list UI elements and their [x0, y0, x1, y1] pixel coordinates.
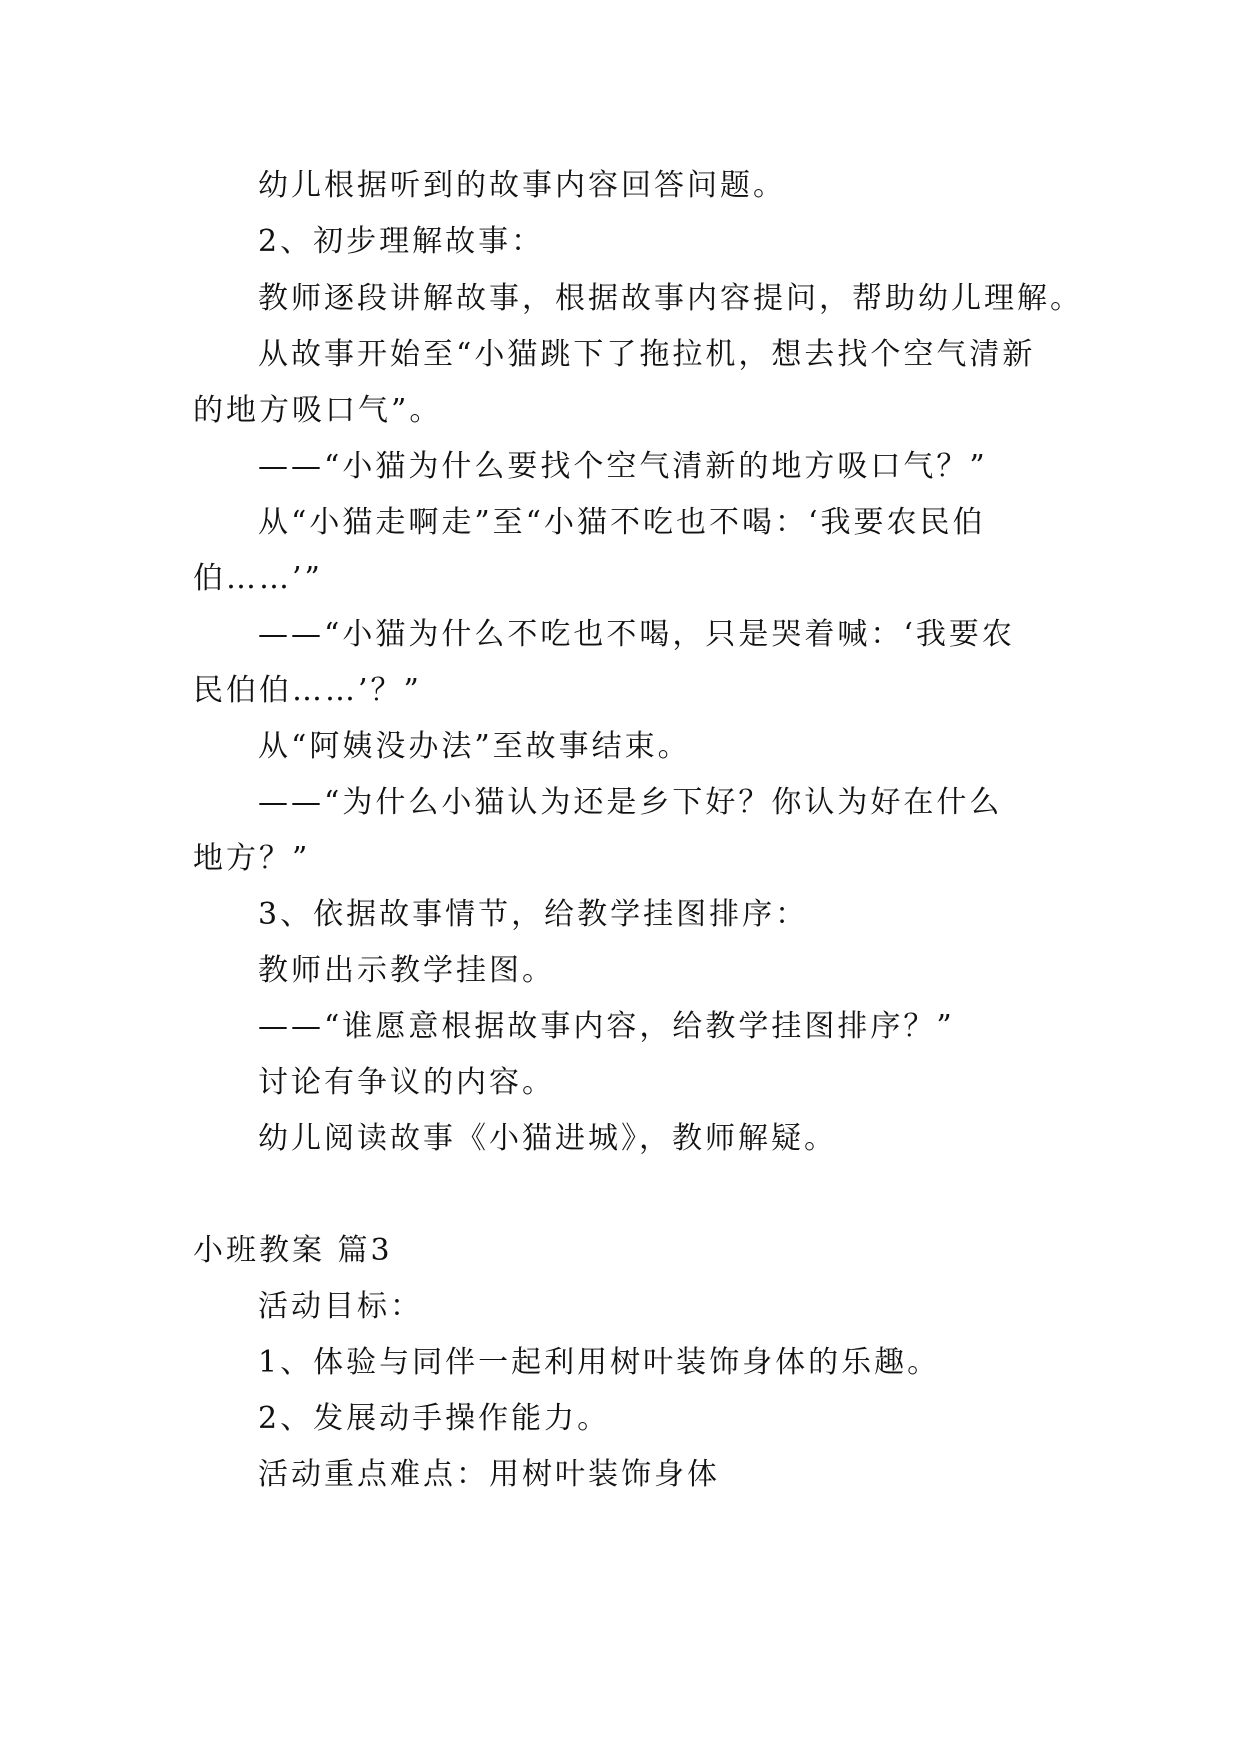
paragraph: 教师出示教学挂图。 — [258, 953, 555, 988]
section-heading: 小班教案 篇3 — [193, 1233, 393, 1268]
paragraph: 3、依据故事情节，给教学挂图排序： — [258, 897, 809, 932]
paragraph-line: 地方？” — [193, 841, 311, 876]
paragraph: 1、体验与同伴一起利用树叶装饰身体的乐趣。 — [258, 1345, 941, 1380]
paragraph: 活动重点难点：用树叶装饰身体 — [258, 1457, 720, 1492]
paragraph: 2、初步理解故事： — [258, 224, 545, 259]
paragraph-line: 民伯伯……’？” — [193, 673, 422, 708]
paragraph: 教师逐段讲解故事，根据故事内容提问，帮助幼儿理解。 — [258, 281, 1083, 316]
paragraph: 幼儿根据听到的故事内容回答问题。 — [258, 168, 786, 203]
paragraph-line: 伯……’” — [193, 561, 323, 596]
paragraph-line: 从“小猫走啊走”至“小猫不吃也不喝：‘我要农民伯 — [258, 505, 986, 540]
paragraph: 讨论有争议的内容。 — [258, 1065, 555, 1100]
paragraph: ——“谁愿意根据故事内容，给教学挂图排序？” — [258, 1009, 955, 1044]
paragraph-line: ——“小猫为什么不吃也不喝，只是哭着喊：‘我要农 — [258, 617, 1015, 652]
paragraph: 2、发展动手操作能力。 — [258, 1401, 611, 1436]
paragraph-line: 的地方吸口气”。 — [193, 393, 443, 428]
paragraph-line: 从故事开始至“小猫跳下了拖拉机，想去找个空气清新 — [258, 337, 1036, 372]
paragraph-line: ——“为什么小猫认为还是乡下好？你认为好在什么 — [258, 785, 1003, 820]
paragraph: 幼儿阅读故事《小猫进城》，教师解疑。 — [258, 1121, 837, 1156]
paragraph: 活动目标： — [258, 1289, 423, 1324]
paragraph: ——“小猫为什么要找个空气清新的地方吸口气？” — [258, 449, 988, 484]
paragraph: 从“阿姨没办法”至故事结束。 — [258, 729, 691, 764]
